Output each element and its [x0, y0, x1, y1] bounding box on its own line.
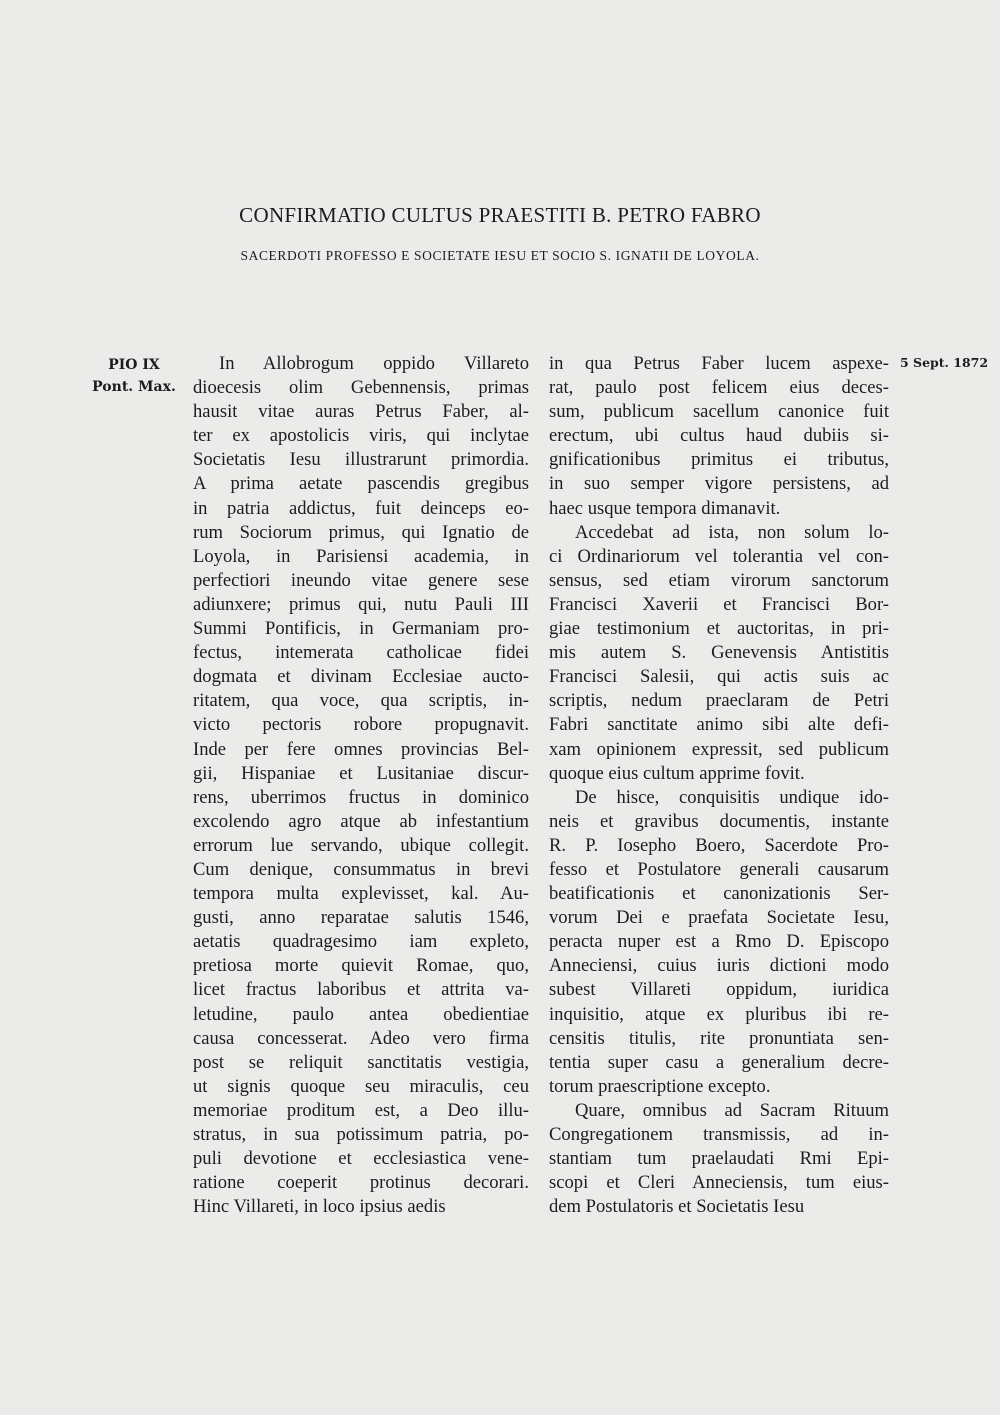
- text-line: ter ex apostolicis viris, qui inclytae: [193, 425, 529, 447]
- text-line: dogmata et divinam Ecclesiae aucto-: [193, 666, 529, 688]
- text-line: rum Sociorum primus, qui Ignatio de: [193, 521, 529, 543]
- text-line: Cum denique, consummatus in brevi: [193, 858, 529, 880]
- text-line: sum, publicum sacellum canonice fuit: [549, 401, 889, 423]
- page-subtitle: SACERDOTI PROFESSO E SOCIETATE IESU ET SOCIO S. IGNATII DE LOYOLA.: [240, 248, 760, 263]
- text-line: erectum, ubi cultus haud dubiis si-: [549, 425, 889, 447]
- text-line: torum praescriptione excepto.: [549, 1075, 771, 1097]
- text-line: quoque eius cultum apprime fovit.: [549, 762, 805, 784]
- text-line: licet fractus laboribus et attrita va-: [193, 979, 529, 1001]
- text-line: rens, uberrimos fructus in dominico: [193, 786, 529, 808]
- text-line: dem Postulatoris et Societatis Iesu: [549, 1196, 805, 1218]
- text-line: haec usque tempora dimanavit.: [549, 497, 781, 519]
- text-line: errorum lue servando, ubique collegit.: [193, 834, 529, 856]
- text-line: Congregationem transmissis, ad in-: [549, 1124, 889, 1145]
- text-line: inquisitio, atque ex pluribus ibi re-: [549, 1003, 889, 1025]
- text-line: gusti, anno reparatae salutis 1546,: [193, 907, 529, 929]
- text-line: stantiam tum praelaudati Rmi Epi-: [549, 1148, 889, 1170]
- text-line: stratus, in sua potissimum patria, po-: [193, 1124, 529, 1145]
- text-line: De hisce, conquisitis undique ido-: [575, 786, 889, 808]
- text-line: puli devotione et ecclesiastica vene-: [193, 1148, 529, 1170]
- text-line: Fabri sanctitate animo sibi alte defi-: [549, 714, 889, 736]
- text-line: peracta nuper est a Rmo D. Episcopo: [549, 931, 889, 953]
- text-line: gii, Hispaniae et Lusitaniae discur-: [193, 762, 529, 784]
- text-line: Anneciensi, cuius iuris dictioni modo: [549, 955, 889, 977]
- text-line: A prima aetate pascendis gregibus: [193, 473, 529, 495]
- text-line: giae testimonium et auctoritas, in pri-: [549, 618, 889, 640]
- text-line: R. P. Iosepho Boero, Sacerdote Pro-: [549, 834, 889, 856]
- text-line: adiunxere; primus qui, nutu Pauli III: [193, 593, 529, 615]
- page-title: CONFIRMATIO CULTUS PRAESTITI B. PETRO FABRO: [239, 203, 761, 227]
- text-column-right: [549, 352, 889, 1219]
- text-line: Summi Pontificis, in Germaniam pro-: [193, 618, 529, 640]
- text-line: Francisci Xaverii et Francisci Bor-: [549, 593, 889, 615]
- text-line: Societatis Iesu illustrarunt primordia.: [193, 449, 529, 471]
- text-line: sensus, sed etiam virorum sanctorum: [549, 569, 889, 591]
- text-line: scriptis, nedum praeclaram de Petri: [549, 690, 889, 712]
- text-line: ratione coeperit protinus decorari.: [193, 1172, 529, 1194]
- text-line: rat, paulo post felicem eius deces-: [549, 377, 889, 399]
- text-line: excolendo agro atque ab infestantium: [193, 810, 529, 832]
- text-line: gnificationibus primitus ei tributus,: [549, 449, 889, 471]
- text-line: memoriae proditum est, a Deo illu-: [193, 1099, 529, 1121]
- text-line: perfectiori ineundo vitae genere sese: [193, 569, 529, 591]
- text-line: Inde per fere omnes provincias Bel-: [193, 738, 529, 760]
- text-line: hausit vitae auras Petrus Faber, al-: [193, 401, 529, 423]
- text-line: Quare, omnibus ad Sacram Rituum: [575, 1099, 889, 1121]
- text-line: tempora multa explevisset, kal. Au-: [193, 883, 529, 905]
- text-line: causa concesserat. Adeo vero firma: [193, 1027, 529, 1049]
- text-line: vorum Dei e praefata Societate Iesu,: [549, 907, 889, 929]
- margin-note-date: 5 Sept. 1872: [900, 355, 989, 370]
- text-line: victo pectoris robore propugnavit.: [193, 714, 529, 736]
- text-line: beatificationis et canonizationis Ser-: [549, 883, 889, 905]
- text-line: Hinc Villareti, in loco ipsius aedis: [193, 1196, 446, 1218]
- margin-note-pope: [84, 354, 184, 398]
- text-line: neis et gravibus documentis, instante: [549, 810, 889, 832]
- text-line: Loyola, in Parisiensi academia, in: [193, 545, 529, 567]
- text-line: ut signis quoque seu miraculis, ceu: [193, 1075, 529, 1097]
- text-line: mis autem S. Genevensis Antistitis: [549, 642, 889, 664]
- text-line: pretiosa morte quievit Romae, quo,: [193, 955, 529, 977]
- text-line: in qua Petrus Faber lucem aspexe-: [549, 353, 889, 374]
- text-line: Accedebat ad ista, non solum lo-: [575, 521, 889, 543]
- text-line: in suo semper vigore persistens, ad: [549, 473, 889, 495]
- text-line: ci Ordinariorum vel tolerantia vel con-: [549, 545, 889, 567]
- text-line: dioecesis olim Gebennensis, primas: [193, 377, 529, 399]
- text-line: fesso et Postulatore generali causarum: [549, 858, 889, 880]
- text-line: letudine, paulo antea obedientiae: [193, 1003, 529, 1025]
- text-column-left: [193, 352, 529, 1219]
- text-line: censitis titulis, rite pronuntiata sen-: [549, 1027, 889, 1049]
- text-line: fectus, intemerata catholicae fidei: [193, 642, 529, 664]
- text-line: ritatem, qua voce, qua scriptis, in-: [193, 690, 529, 712]
- text-line: tentia super casu a generalium decre-: [549, 1051, 889, 1073]
- text-line: in patria addictus, fuit deinceps eo-: [193, 497, 529, 519]
- text-line: Francisci Salesii, qui actis suis ac: [549, 666, 889, 688]
- text-line: post se reliquit sanctitatis vestigia,: [193, 1051, 529, 1073]
- text-line: subest Villareti oppidum, iuridica: [549, 979, 889, 1001]
- margin-pope-name: PIO IX: [108, 357, 160, 373]
- text-line: scopi et Cleri Anneciensis, tum eius-: [549, 1172, 889, 1194]
- text-line: xam opinionem expressit, sed publicum: [549, 738, 889, 760]
- margin-pope-title: Pont. Max.: [92, 379, 176, 395]
- text-line: aetatis quadragesimo iam expleto,: [193, 931, 529, 953]
- text-line: In Allobrogum oppido Villareto: [219, 353, 529, 374]
